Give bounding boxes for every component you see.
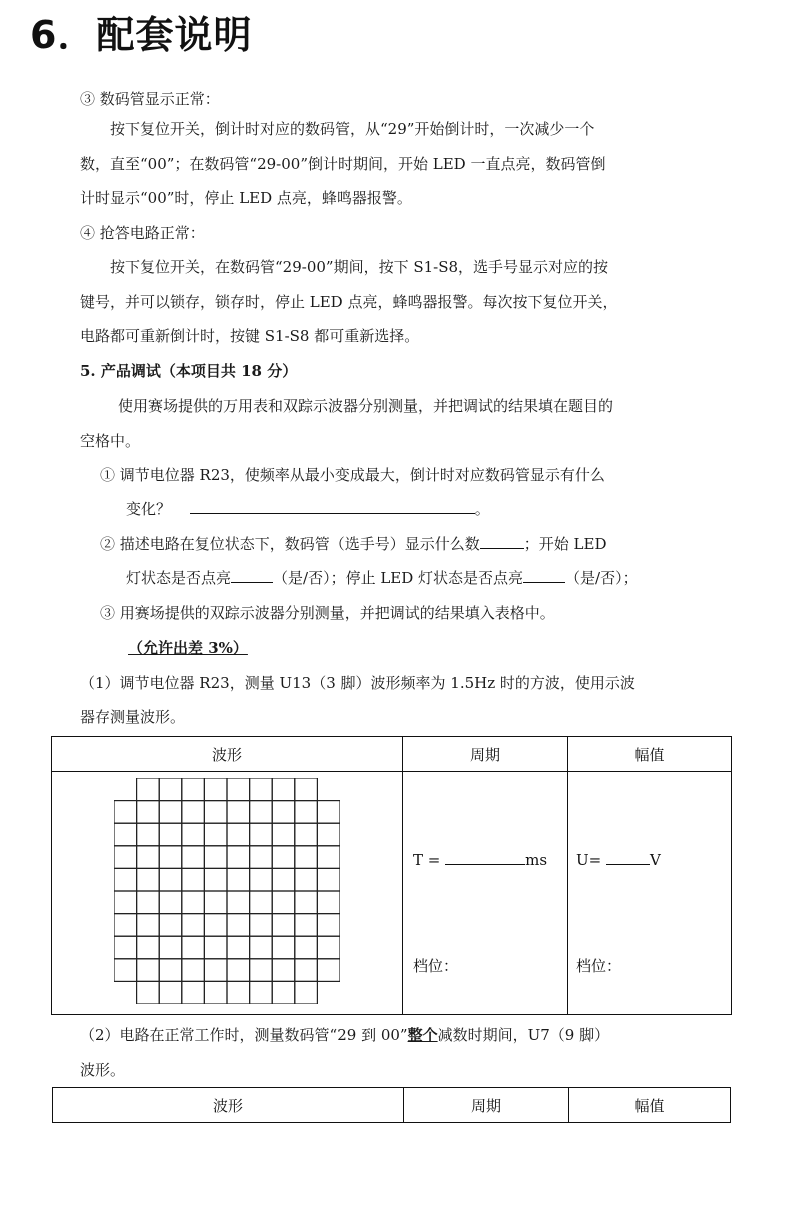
grid-cell xyxy=(182,823,205,846)
grid-cell xyxy=(227,801,250,824)
grid-cell xyxy=(272,823,295,846)
grid-cell xyxy=(204,959,227,982)
grid-cell xyxy=(250,891,273,914)
grid-cell xyxy=(159,981,182,1004)
grid-cell xyxy=(295,891,318,914)
grid-cell xyxy=(204,891,227,914)
grid-cell xyxy=(317,891,340,914)
grid-cell xyxy=(159,778,182,801)
grid-cell xyxy=(317,868,340,891)
grid-cell xyxy=(137,778,160,801)
grid-cell xyxy=(204,914,227,937)
grid-cell xyxy=(114,914,137,937)
grid-cell xyxy=(159,823,182,846)
q2-stop-led-blank[interactable] xyxy=(523,568,565,583)
tolerance-note: （允许出差 3%） xyxy=(128,639,248,657)
grid-cell xyxy=(250,823,273,846)
grid-cell xyxy=(137,981,160,1004)
measurement-table-2 xyxy=(52,1087,731,1123)
table1-amplitude-cell xyxy=(568,772,732,1015)
section3-line-2: 数，直至“00”；在数码管“29-00”倒计时期间，开始 LED 一直点亮，数码管倒 xyxy=(80,155,606,173)
grid-cell xyxy=(159,936,182,959)
grid-cell xyxy=(204,846,227,869)
table2-header-period: 周期 xyxy=(404,1088,569,1123)
q2-line-2 xyxy=(126,567,638,589)
table1-header-period: 周期 xyxy=(403,737,568,772)
m1-line-1: （1）调节电位器 R23，测量 U13（3 脚）波形频率为 1.5Hz 时的方波，使用示波 xyxy=(80,674,635,692)
grid-cell xyxy=(182,891,205,914)
m2-line-2: 波形。 xyxy=(80,1061,126,1079)
grid-cell xyxy=(295,936,318,959)
amplitude-field xyxy=(576,850,661,869)
grid-cell xyxy=(114,959,137,982)
section3-title: ③ 数码管显示正常： xyxy=(80,90,220,108)
grid-cell xyxy=(204,868,227,891)
period-blank[interactable] xyxy=(445,850,525,865)
grid-cell xyxy=(227,823,250,846)
period-unit: ms xyxy=(525,851,548,869)
period-range-label: 档位： xyxy=(413,957,459,975)
oscilloscope-grid xyxy=(114,778,340,1004)
grid-cell xyxy=(250,868,273,891)
grid-cell xyxy=(317,801,340,824)
q1-end: 。 xyxy=(474,500,490,518)
grid-cell xyxy=(317,936,340,959)
grid-cell xyxy=(182,914,205,937)
amplitude-range-label: 档位： xyxy=(576,957,622,975)
q2-text-e: （是/否）； xyxy=(565,569,638,587)
q1-line-2 xyxy=(126,498,490,520)
grid-cell xyxy=(250,936,273,959)
q2-text-b: ；开始 LED xyxy=(523,535,607,553)
grid-cell xyxy=(227,846,250,869)
grid-cell xyxy=(114,868,137,891)
grid-cell xyxy=(114,936,137,959)
q3-line: ③ 用赛场提供的双踪示波器分别测量，并把调试的结果填入表格中。 xyxy=(100,604,555,622)
grid-cell xyxy=(182,936,205,959)
grid-cell xyxy=(114,801,137,824)
table1-header-waveform: 波形 xyxy=(52,737,403,772)
grid-cell xyxy=(204,981,227,1004)
grid-cell xyxy=(295,959,318,982)
m2-text-emphasis: 整个 xyxy=(407,1026,438,1044)
table1-header-amplitude: 幅值 xyxy=(568,737,732,772)
grid-cell xyxy=(182,868,205,891)
q2-number-blank[interactable] xyxy=(480,534,524,549)
debug-intro-1: 使用赛场提供的万用表和双踪示波器分别测量，并把调试的结果填在题目的 xyxy=(118,397,614,415)
grid-cell xyxy=(159,914,182,937)
grid-cell xyxy=(159,801,182,824)
debug-intro-2: 空格中。 xyxy=(80,432,141,450)
grid-cell xyxy=(250,801,273,824)
grid-cell xyxy=(250,914,273,937)
grid-cell xyxy=(159,846,182,869)
section4-line-1: 按下复位开关，在数码管“29-00”期间，按下 S1-S8，选手号显示对应的按 xyxy=(110,258,609,276)
grid-cell xyxy=(227,914,250,937)
grid-cell xyxy=(295,846,318,869)
grid-cell xyxy=(137,936,160,959)
section4-title: ④ 抢答电路正常： xyxy=(80,224,205,242)
table2-header-waveform: 波形 xyxy=(53,1088,404,1123)
grid-cell xyxy=(182,959,205,982)
grid-cell xyxy=(137,891,160,914)
grid-cell xyxy=(114,891,137,914)
grid-cell xyxy=(317,823,340,846)
grid-cell xyxy=(204,801,227,824)
grid-cell xyxy=(272,936,295,959)
section4-line-2: 键号，并可以锁存，锁存时，停止 LED 点亮，蜂鸣器报警。每次按下复位开关， xyxy=(80,293,618,311)
grid-cell xyxy=(317,846,340,869)
grid-cell xyxy=(272,914,295,937)
q2-text-c: 灯状态是否点亮 xyxy=(126,569,232,587)
q1-line-1: ① 调节电位器 R23，使频率从最小变成最大，倒计时对应数码管显示有什么 xyxy=(100,466,605,484)
grid-cell xyxy=(114,846,137,869)
grid-cell xyxy=(159,868,182,891)
grid-cell xyxy=(295,778,318,801)
grid-cell xyxy=(159,959,182,982)
grid-cell xyxy=(295,823,318,846)
period-field xyxy=(413,850,547,869)
grid-cell xyxy=(272,959,295,982)
grid-cell xyxy=(227,891,250,914)
grid-cell xyxy=(137,801,160,824)
table1-period-cell xyxy=(403,772,568,1015)
grid-cell xyxy=(317,914,340,937)
grid-cell xyxy=(182,846,205,869)
debug-title: 5. 产品调试（本项目共 18 分） xyxy=(80,362,298,380)
table2-header-amplitude: 幅值 xyxy=(569,1088,731,1123)
grid-cell xyxy=(204,936,227,959)
grid-cell xyxy=(250,959,273,982)
grid-cell xyxy=(250,778,273,801)
amplitude-label: U= xyxy=(576,851,602,869)
grid-cell xyxy=(204,823,227,846)
q2-text-a: ② 描述电路在复位状态下，数码管（选手号）显示什么数 xyxy=(100,535,480,553)
grid-cell xyxy=(137,914,160,937)
grid-cell xyxy=(227,981,250,1004)
q1-prompt: 变化？ xyxy=(126,500,172,518)
q2-text-d: （是/否）；停止 LED 灯状态是否点亮 xyxy=(273,569,524,587)
section3-line-3: 计时显示“00”时，停止 LED 点亮，蜂鸣器报警。 xyxy=(80,189,412,207)
page-heading: 6．配套说明 xyxy=(30,13,253,57)
grid-cell xyxy=(250,981,273,1004)
q2-start-led-blank[interactable] xyxy=(231,568,273,583)
grid-cell xyxy=(182,778,205,801)
m2-text-c: 减数时期间，U7（9 脚） xyxy=(437,1026,610,1044)
grid-cell xyxy=(295,868,318,891)
m1-line-2: 器存测量波形。 xyxy=(80,708,186,726)
grid-cell xyxy=(204,778,227,801)
grid-cell xyxy=(272,801,295,824)
grid-cell xyxy=(272,846,295,869)
grid-cell xyxy=(272,981,295,1004)
m2-line-1 xyxy=(80,1024,609,1046)
grid-cell xyxy=(227,778,250,801)
grid-cell xyxy=(272,778,295,801)
amplitude-blank[interactable] xyxy=(606,850,650,865)
grid-cell xyxy=(272,891,295,914)
grid-cell xyxy=(295,981,318,1004)
grid-cell xyxy=(317,959,340,982)
grid-cell xyxy=(295,801,318,824)
grid-cell xyxy=(182,801,205,824)
q2-line-1 xyxy=(100,533,607,555)
q1-answer-blank[interactable] xyxy=(190,499,475,514)
table1-waveform-cell[interactable] xyxy=(52,772,403,1015)
grid-cell xyxy=(114,823,137,846)
grid-cell xyxy=(227,959,250,982)
grid-cell xyxy=(295,914,318,937)
period-label: T = xyxy=(413,851,441,869)
grid-cell xyxy=(159,891,182,914)
grid-cell xyxy=(227,868,250,891)
grid-cell xyxy=(227,936,250,959)
grid-cell xyxy=(137,823,160,846)
grid-cell xyxy=(137,959,160,982)
measurement-table-1 xyxy=(51,736,732,1015)
grid-cell xyxy=(137,868,160,891)
m2-text-a: （2）电路在正常工作时，测量数码管“29 到 00” xyxy=(80,1026,408,1044)
section3-line-1: 按下复位开关，倒计时对应的数码管，从“29”开始倒计时，一次减少一个 xyxy=(110,120,595,138)
section4-line-3: 电路都可重新倒计时，按键 S1-S8 都可重新选择。 xyxy=(80,327,420,345)
grid-cell xyxy=(250,846,273,869)
amplitude-unit: V xyxy=(650,851,661,869)
grid-cell xyxy=(137,846,160,869)
grid-cell xyxy=(272,868,295,891)
grid-cell xyxy=(182,981,205,1004)
